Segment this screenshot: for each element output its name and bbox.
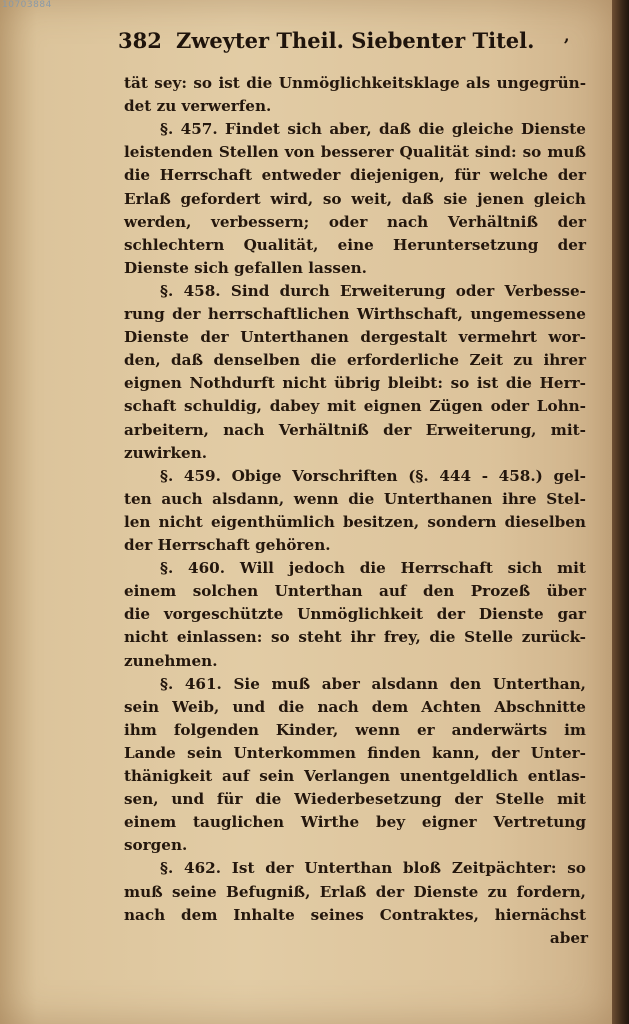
text-line: der Herrschaft gehören. (124, 536, 331, 554)
text-line: det zu verwerfen. (124, 97, 272, 116)
text-line: werden, verbessern; oder nach Verhältniß der (124, 212, 586, 231)
text-line: ten auch alsdann, wenn die Unterthanen ihre Stel- (124, 489, 586, 508)
text-line: die Herrschaft entweder diejenigen, für welche der (124, 166, 586, 185)
text-line: §. 457. Findet sich aber, daß die gleiche Dienste (160, 120, 586, 139)
text-line: aber (549, 928, 588, 947)
text-line: schaft schuldig, dabey mit eignen Zügen oder Lohn- (124, 397, 586, 416)
text-line: zunehmen. (124, 651, 218, 670)
text-line: Erlaß gefordert wird, so weit, daß sie jenen gleich (124, 189, 586, 208)
header-mark: , (564, 26, 570, 45)
text-line: §. 461. Sie muß aber alsdann den Unterthan, (160, 674, 586, 693)
text-line: arbeitern, nach Verhältniß der Erweiterung, mit- (124, 420, 586, 439)
page-edge (612, 0, 629, 1024)
text-line: die vorgeschützte Unmöglichkeit der Dienste gar (124, 605, 586, 624)
text-line: Lande sein Unterkommen finden kann, der Unter- (124, 743, 586, 762)
text-line: §. 458. Sind durch Erweiterung oder Verbesse- (160, 281, 586, 300)
text-line: nach dem Inhalte seines Contraktes, hiernächst (124, 905, 586, 924)
text-line: len nicht eigenthümlich besitzen, sondern dieselben (124, 512, 586, 531)
text-line: schlechtern Qualität, eine Heruntersetzung der (124, 235, 586, 254)
text-line: rung der herrschaftlichen Wirthschaft, ungemessene (124, 305, 586, 323)
library-stamp: 10703884 (2, 0, 52, 10)
page-number: 382 (118, 28, 162, 53)
text-line: den, daß denselben die erforderliche Zeit zu ihrer (124, 351, 586, 370)
text-line: Dienste der Unterthanen dergestalt vermehrt wor- (124, 328, 586, 347)
page-header (118, 28, 578, 62)
running-title: Zweyter Theil. Siebenter Titel. (176, 28, 535, 53)
text-line: §. 459. Obige Vorschriften (§. 444 - 458.) gel- (160, 466, 586, 485)
text-line: muß seine Befugniß, Erlaß der Dienste zu fordern, (124, 882, 586, 901)
text-line: einem solchen Unterthan auf den Prozeß über (124, 582, 586, 601)
text-line: einem tauglichen Wirthe bey eigner Vertretung (124, 813, 586, 832)
text-line: ihm folgenden Kinder, wenn er anderwärts im (124, 720, 586, 739)
text-line: leistenden Stellen von besserer Qualität sind: so muß (124, 143, 586, 162)
text-line: sein Weib, und die nach dem Achten Abschnitte (124, 697, 586, 716)
text-line: tät sey: so ist die Unmöglichkeitsklage als ungegrün- (124, 74, 586, 92)
text-line: nicht einlassen: so steht ihr frey, die Stelle zurück- (124, 628, 586, 647)
text-line: thänigkeit auf sein Verlangen unentgeldlich entlas- (124, 767, 586, 785)
text-line: §. 460. Will jedoch die Herrschaft sich mit (160, 559, 586, 578)
text-line: Dienste sich gefallen lassen. (124, 258, 367, 277)
text-line: sorgen. (124, 836, 188, 855)
text-line: sen, und für die Wiederbesetzung der Stelle mit (124, 790, 586, 809)
text-line: eignen Nothdurft nicht übrig bleibt: so ist die Herr- (124, 374, 586, 393)
text-line: §. 462. Ist der Unterthan bloß Zeitpächter: so (160, 859, 586, 878)
text-line: zuwirken. (124, 443, 208, 462)
